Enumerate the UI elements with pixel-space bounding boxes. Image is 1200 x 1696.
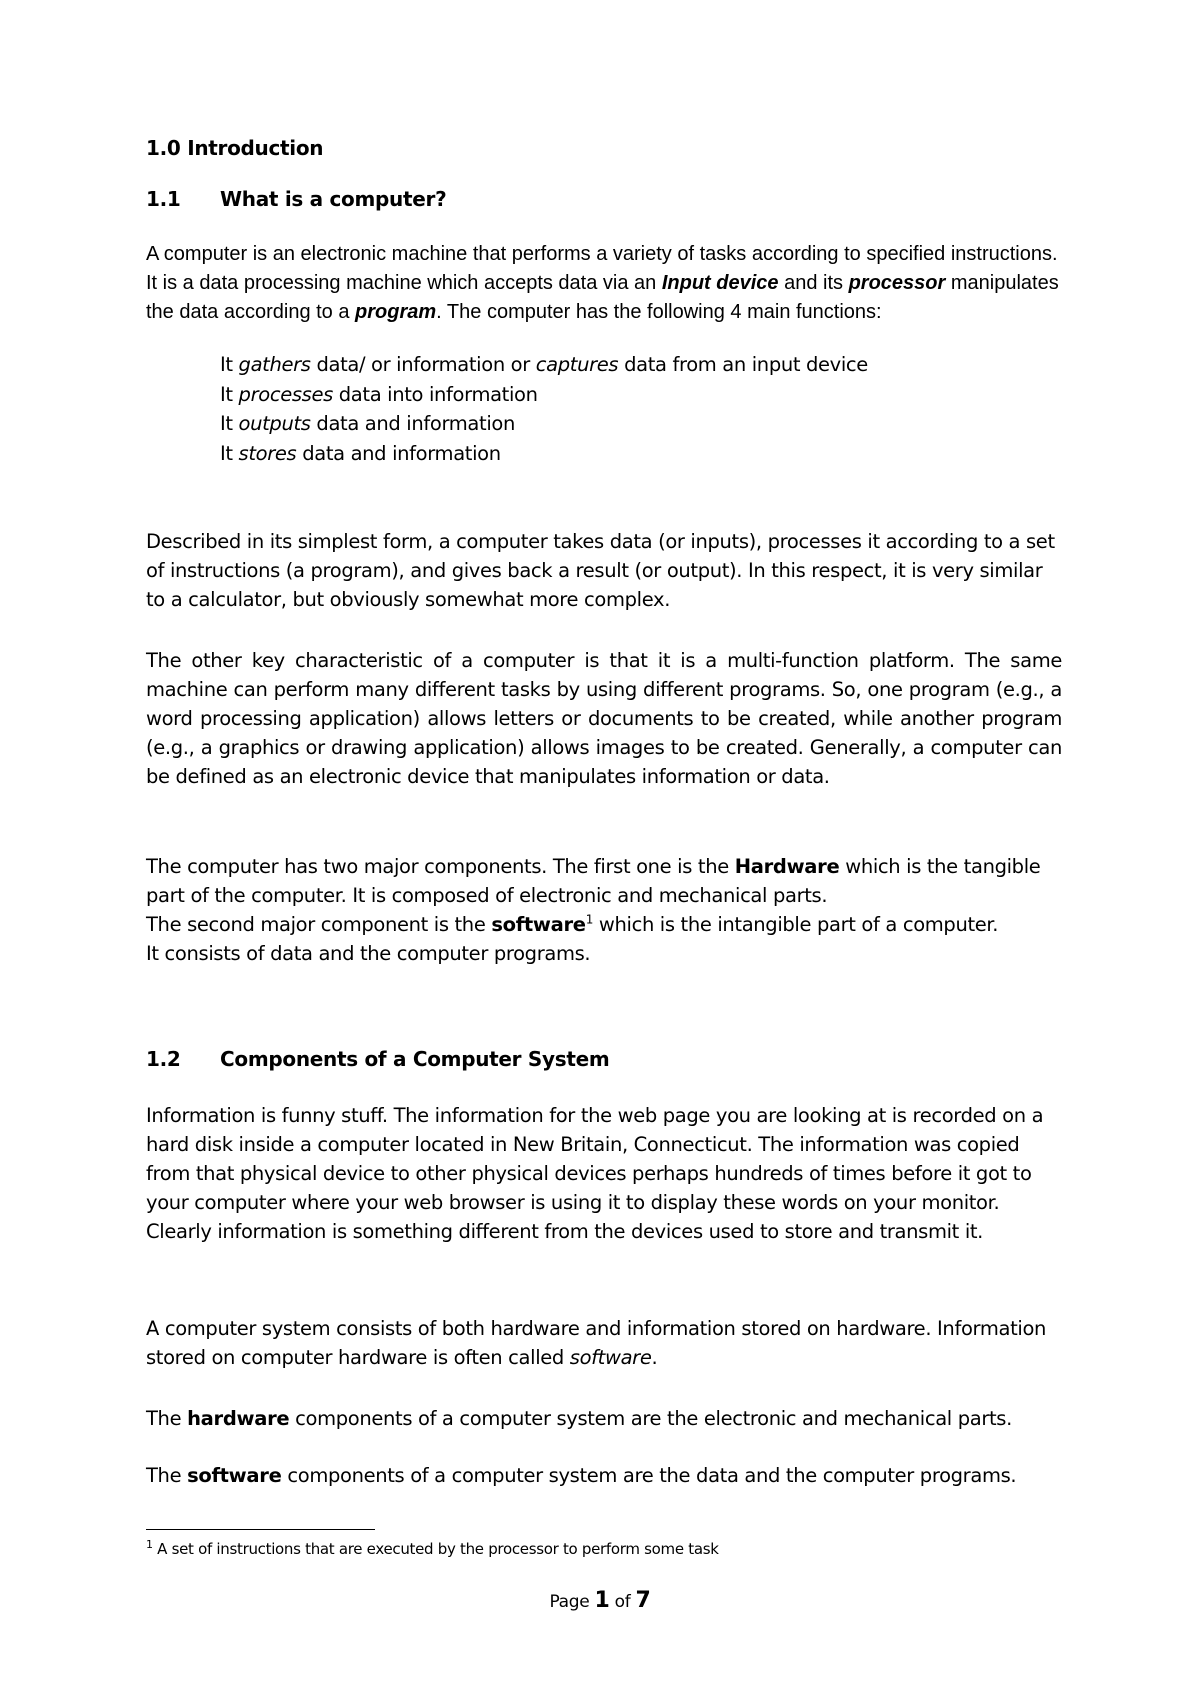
paragraph-computer-system: [146, 1314, 1062, 1372]
emphasis-input-device: Input device: [661, 272, 779, 294]
section-title: Components of a Computer System: [220, 1047, 610, 1071]
text-run: The: [146, 1407, 188, 1430]
text-run: which is the tangible part of the computer. It is composed of electronic and mechanical parts.: [146, 855, 1041, 907]
list-item: It gathers data/ or information or captures data from an input device: [220, 353, 868, 376]
footnote-reference: 1: [585, 912, 594, 927]
section-title: What is a computer?: [220, 187, 447, 211]
paragraph-hardware-components: [146, 1404, 1062, 1433]
paragraph-definition: [146, 240, 1062, 327]
text-run: .: [651, 1346, 658, 1369]
footnote-mark: 1: [146, 1538, 153, 1551]
text-run: A computer system consists of both hardware and information stored on hardware. Information stored on computer hardware is often called: [146, 1317, 1047, 1369]
list-item: It outputs data and information: [220, 412, 515, 435]
paragraph-information-funny-stuff: Information is funny stuff. The information for the web page you are looking at is recorded on a hard disk inside a computer located in New Britain, Connecticut. The information was copied from that physical device to other physical devices perhaps hundreds of times before it got to your computer where your web browser is using it to display these words on your monitor. Clearly information is something different from the devices used to store and transmit it.: [146, 1104, 1044, 1243]
footnote-separator: [146, 1529, 375, 1530]
text-run: manipulates the data according to a: [146, 272, 1059, 323]
term-software: software: [491, 913, 586, 936]
paragraph-multi-function: The other key characteristic of a computer is that it is a multi-function platform. The same machine can perform many different tasks by using different programs. So, one program (e.g., a word processing application) allows letters or documents to be created, while another program (e.g., a graphics or drawing application) allows images to be created. Generally, a computer can be defined as an electronic device that manipulates information or data.: [146, 649, 1062, 788]
list-item: It processes data into information: [220, 382, 538, 406]
text-run: It consists of data and the computer programs.: [146, 942, 591, 965]
text-run: . The computer has the following 4 main functions:: [436, 301, 882, 323]
text-run: components of a computer system are the electronic and mechanical parts.: [289, 1407, 1012, 1430]
term-hardware: Hardware: [734, 855, 840, 878]
heading-introduction: 1.0 Introduction: [146, 136, 324, 160]
text-run: The: [146, 1464, 188, 1487]
heading-components-of-a-computer-system: [146, 1047, 609, 1071]
paragraph-major-components: [146, 852, 1062, 968]
functions-list: [220, 350, 868, 468]
text-run: and its: [778, 272, 849, 294]
term-software: software: [187, 1464, 282, 1487]
term-hardware: hardware: [187, 1407, 290, 1430]
heading-what-is-a-computer: [146, 187, 446, 211]
text-run: which is the intangible part of a computer.: [593, 913, 999, 936]
text-run: A computer is an electronic machine that performs a variety of tasks according to specified instructions. It is a data processing machine which accepts data via an: [146, 243, 1058, 294]
text-run: components of a computer system are the data and the computer programs.: [281, 1464, 1017, 1487]
emphasis-processor: processor: [848, 272, 946, 294]
list-item: It stores data and information: [220, 441, 501, 465]
footnote-text: A set of instructions that are executed by the processor to perform some task: [152, 1540, 719, 1558]
footnote: [146, 1540, 719, 1558]
section-number: 1.1: [146, 187, 181, 211]
paragraph-software-components: [146, 1461, 1062, 1490]
paragraph-simplest-form: Described in its simplest form, a computer takes data (or inputs), processes it according to a set of instructions (a program), and gives back a result (or output). In this respect, it is very similar to a calculator, but obviously somewhat more complex.: [146, 530, 1055, 611]
page-number: Page 1 of 7: [549, 1588, 651, 1613]
emphasis-program: program: [355, 301, 437, 323]
section-number: 1.2: [146, 1047, 181, 1071]
term-software-italic: software: [569, 1346, 652, 1369]
text-run: The second major component is the: [146, 913, 492, 936]
text-run: The computer has two major components. The first one is the: [146, 855, 735, 878]
